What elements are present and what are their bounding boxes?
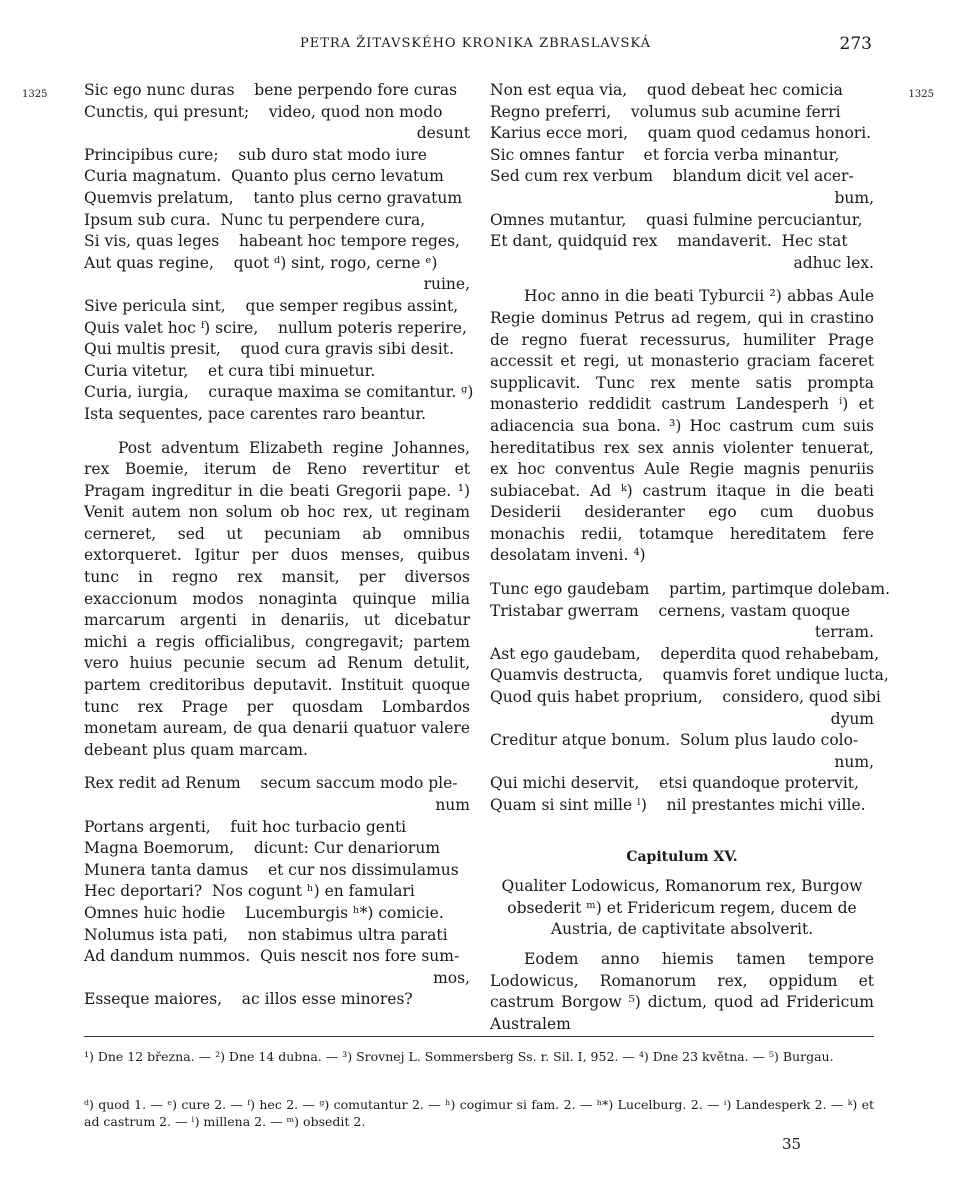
verse-line: Karius ecce mori, quam quod cedamus honori.: [490, 124, 872, 143]
prose-paragraph: Post adventum Elizabeth regine Johannes, rex Boemie, iterum de Reno revertitur et Pragam ingreditur in die beati Gregorii pape. ¹) Venit autem non solum ob hoc rex, ut reginam cerneret, sed ut pecuniam ab omnibus extorqueret. Igitur per duos menses, quibus tunc in regno rex mansit, per diversos exaccionum modos nonaginta quinque milia marcarum argenti in denariis, ut dicebatur michi a regis officialibus, congregavit; partem vero huius pecunie secum ad Renum detulit, partem creditoribus deputavit. Instituit quoque tunc rex Prage per quosdam Lombardos monetam auream, de qua denarii quatuor valere debeant plus quam marcam.: [84, 438, 470, 759]
verse-line: Tunc ego gaudebam partim, partimque dolebam.: [490, 580, 891, 599]
verse-line: Qui multis presit, quod cura gravis sibi desit.: [84, 340, 454, 359]
verse-line: Sive pericula sint, que semper regibus assint,: [84, 296, 459, 315]
chapter-summary: Qualiter Lodowicus, Romanorum rex, Burgow obsederit ᵐ) et Fridericum regem, ducem de Austria, de captivitate absolverit.: [501, 877, 863, 939]
verse-line: Omnes huic hodie Lucemburgis ʰ*) comicie.: [84, 903, 444, 922]
chapter-title: Capitulum XV.: [626, 848, 738, 865]
margin-year-left: 1325: [22, 89, 48, 100]
verse-line: Sic ego nunc duras bene perpendo fore curas: [84, 81, 458, 99]
verse-line: Quod quis habet proprium, considero, quod sibi: [490, 688, 881, 707]
verse-line: Qui michi deservit, etsi quandoque protervit,: [490, 774, 859, 793]
signature-mark: 35: [782, 1135, 802, 1153]
left-column: [22, 80, 474, 1011]
verse-line-continuation: terram.: [814, 623, 874, 642]
verse-line: Cunctis, qui presunt; video, quod non modo: [84, 102, 443, 121]
verse-block-4: [490, 579, 891, 817]
verse-line: Curia, iurgia, curaque maxima se comitantur. ᵍ): [84, 383, 474, 402]
verse-line: Ista sequentes, pace carentes raro beantur.: [84, 404, 427, 423]
textual-footnotes: ᵈ) quod 1. — ᵉ) cure 2. — ᶠ) hec 2. — ᵍ) comutantur 2. — ʰ) cogimur si fam. 2. — ʰ*) Lucelburg. 2. — ⁱ) Landesperk 2. — ᵏ) et ad castrum 2. — ˡ) millena 2. — ᵐ) obsedit 2.: [84, 1097, 874, 1129]
verse-line: Non est equa via, quod debeat hec comicia: [490, 81, 843, 99]
verse-line: Sic omnes fantur et forcia verba minantur,: [490, 145, 840, 164]
verse-line: Munera tanta damus et cur nos dissimulamus: [84, 860, 459, 879]
verse-line: Si vis, quas leges habeant hoc tempore reges,: [84, 232, 460, 251]
verse-line-continuation: mos,: [433, 968, 470, 987]
page-header: [0, 34, 960, 56]
verse-line: Regno preferri, volumus sub acumine ferri: [490, 102, 841, 121]
right-column: [490, 80, 934, 1039]
verse-line: Portans argenti, fuit hoc turbacio genti: [84, 817, 407, 836]
verse-line: Omnes mutantur, quasi fulmine percuciantur,: [490, 210, 863, 229]
page-number: 273: [839, 34, 872, 54]
verse-line: Principibus cure; sub duro stat modo iure: [84, 145, 427, 164]
verse-line-continuation: bum,: [834, 188, 874, 207]
verse-line: Ad dandum nummos. Quis nescit nos fore sum-: [84, 947, 460, 966]
verse-line-continuation: adhuc lex.: [793, 253, 874, 272]
verse-line: Et dant, quidquid rex mandaverit. Hec stat: [490, 232, 848, 251]
verse-line: Quam si sint mille ˡ) nil prestantes michi ville.: [490, 796, 866, 814]
verse-line: Tristabar gwerram cernens, vastam quoque: [490, 601, 851, 620]
running-title: PETRA ŽITAVSKÉHO KRONIKA ZBRASLAVSKÁ: [300, 36, 651, 51]
verse-line: Curia magnatum. Quanto plus cerno levatum: [84, 167, 444, 186]
verse-line: Quis valet hoc ᶠ) scire, nullum poteris reperire,: [84, 318, 467, 337]
verse-line: Quemvis prelatum, tanto plus cerno gravatum: [84, 188, 463, 207]
verse-line: Esseque maiores, ac illos esse minores?: [84, 990, 413, 1009]
prose-paragraph: Eodem anno hiemis tamen tempore Lodowicus, Romanorum rex, oppidum et castrum Borgow ⁵) dictum, quod ad Fridericum Australem: [490, 949, 874, 1033]
verse-line-continuation: num,: [834, 752, 874, 771]
verse-block-1: [84, 80, 474, 426]
verse-line: Ipsum sub cura. Nunc tu perpendere cura,: [84, 210, 426, 229]
margin-year-right: 1325: [908, 89, 934, 100]
verse-line-continuation: ruine,: [423, 275, 470, 294]
historical-footnotes: ¹) Dne 12 března. — ²) Dne 14 dubna. — ³) Srovnej L. Sommersberg Ss. r. Sil. I, 952. — ⁴) Dne 23 května. — ⁵) Burgau.: [84, 1049, 834, 1064]
verse-line: Nolumus ista pati, non stabimus ultra parati: [84, 925, 448, 944]
verse-line: Rex redit ad Renum secum saccum modo ple-: [84, 774, 458, 793]
verse-block-2: [84, 773, 470, 1011]
verse-line: Sed cum rex verbum blandum dicit vel acer-: [490, 167, 854, 186]
prose-paragraph: Hoc anno in die beati Tyburcii ²) abbas Aule Regie dominus Petrus ad regem, qui in crastino de regno fuerat recessurus, humiliter Prage accessit et regi, ut monasterio graciam faceret supplicavit. Tunc rex mente satis prompta monasterio reddidit castrum Landesperh ⁱ) et adiacencia sua bona. ³) Hoc castrum cum suis hereditatibus rex sex annis violenter tenuerat, ex hoc conventus Aule Regie magnis penuriis subiacebat. Ad ᵏ) castrum itaque in die beati Desiderii desideranter ego cum duobus monachis redii, totamque hereditatem fere desolatam inveni. ⁴): [490, 287, 874, 565]
footnote-divider: [84, 1036, 874, 1037]
verse-block-3: [490, 80, 874, 274]
verse-line-continuation: desunt: [416, 124, 470, 143]
verse-line: Hec deportari? Nos cogunt ʰ) en famulari: [84, 882, 415, 901]
verse-line-continuation: dyum: [830, 709, 874, 728]
verse-line: Quamvis destructa, quamvis foret undique lucta,: [490, 666, 889, 685]
verse-line: Curia vitetur, et cura tibi minuetur.: [84, 361, 376, 380]
verse-line: Ast ego gaudebam, deperdita quod rehabebam,: [490, 644, 880, 663]
verse-line: Aut quas regine, quot ᵈ) sint, rogo, cerne ᵉ): [84, 253, 438, 272]
verse-line-continuation: num: [435, 796, 470, 814]
verse-line: Magna Boemorum, dicunt: Cur denariorum: [84, 839, 441, 858]
verse-line: Creditur atque bonum. Solum plus laudo colo-: [490, 731, 859, 750]
